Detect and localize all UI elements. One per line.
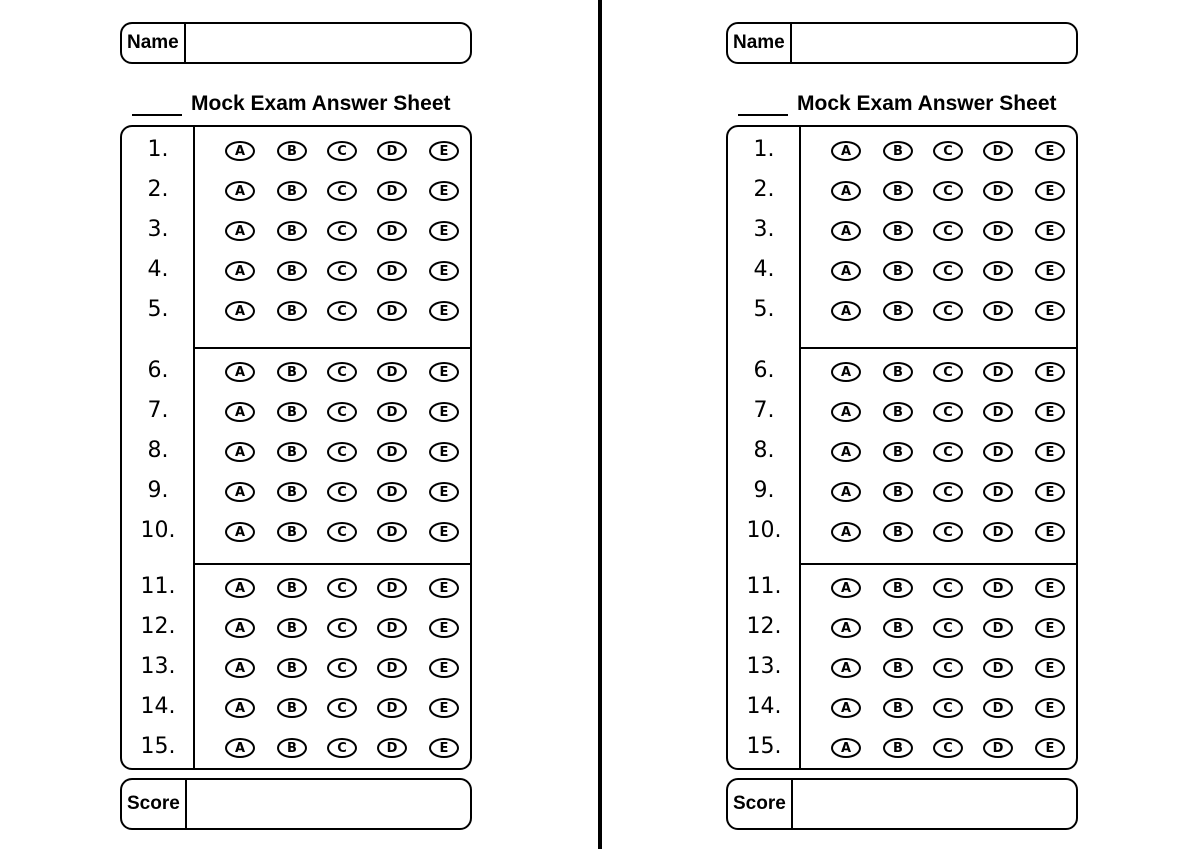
answer-bubble-c[interactable]: C: [933, 698, 963, 718]
answer-bubble-b[interactable]: B: [883, 402, 913, 422]
answer-bubble-b[interactable]: B: [277, 698, 307, 718]
answer-bubble-e[interactable]: E: [1035, 482, 1065, 502]
question-row: [728, 352, 1076, 392]
answer-bubble-b[interactable]: B: [277, 141, 307, 161]
score-label: Score: [122, 780, 187, 828]
answer-bubble-b[interactable]: B: [277, 442, 307, 462]
answer-bubble-b[interactable]: B: [883, 618, 913, 638]
score-field: [120, 778, 472, 830]
answer-grid: [726, 125, 1078, 770]
question-number: 4.: [147, 257, 169, 282]
answer-bubble-a[interactable]: A: [831, 618, 861, 638]
answer-bubble-a[interactable]: A: [225, 301, 255, 321]
question-row: [728, 472, 1076, 512]
question-number: 1.: [147, 137, 169, 162]
answer-bubble-c[interactable]: C: [327, 482, 357, 502]
name-input[interactable]: [186, 24, 470, 62]
answer-bubble-c[interactable]: C: [327, 301, 357, 321]
answer-bubble-d[interactable]: D: [377, 301, 407, 321]
answer-bubble-a[interactable]: A: [831, 482, 861, 502]
answer-bubble-d[interactable]: D: [377, 261, 407, 281]
answer-bubble-c[interactable]: C: [327, 362, 357, 382]
answer-bubble-c[interactable]: C: [933, 738, 963, 758]
question-row: [122, 211, 470, 251]
question-row: [728, 688, 1076, 728]
answer-bubble-e[interactable]: E: [1035, 618, 1065, 638]
question-row: [122, 432, 470, 472]
sheet-title-row: [738, 92, 1057, 116]
answer-bubble-a[interactable]: A: [831, 402, 861, 422]
question-number: 14.: [746, 694, 782, 719]
answer-bubble-c[interactable]: C: [933, 482, 963, 502]
question-row: [728, 211, 1076, 251]
question-number: 12.: [746, 614, 782, 639]
answer-bubble-a[interactable]: A: [225, 141, 255, 161]
answer-bubble-d[interactable]: D: [983, 482, 1013, 502]
answer-bubble-e[interactable]: E: [429, 141, 459, 161]
answer-bubble-b[interactable]: B: [883, 522, 913, 542]
answer-bubble-b[interactable]: B: [277, 618, 307, 638]
answer-bubble-d[interactable]: D: [983, 301, 1013, 321]
question-number: 9.: [753, 478, 775, 503]
answer-bubble-a[interactable]: A: [225, 261, 255, 281]
question-row: [728, 568, 1076, 608]
answer-bubble-b[interactable]: B: [277, 578, 307, 598]
answer-bubble-a[interactable]: A: [831, 301, 861, 321]
answer-bubble-c[interactable]: C: [933, 362, 963, 382]
answer-bubble-e[interactable]: E: [429, 402, 459, 422]
question-row: [122, 291, 470, 331]
answer-bubble-d[interactable]: D: [377, 141, 407, 161]
answer-bubble-a[interactable]: A: [225, 482, 255, 502]
answer-bubble-c[interactable]: C: [933, 141, 963, 161]
question-row: [728, 171, 1076, 211]
answer-bubble-d[interactable]: D: [983, 442, 1013, 462]
question-row: [728, 608, 1076, 648]
question-row: [122, 472, 470, 512]
answer-bubble-e[interactable]: E: [429, 698, 459, 718]
answer-bubble-e[interactable]: E: [429, 578, 459, 598]
answer-bubble-e[interactable]: E: [1035, 261, 1065, 281]
question-number: 8.: [147, 438, 169, 463]
section-divider: [799, 347, 1076, 349]
answer-bubble-c[interactable]: C: [327, 522, 357, 542]
answer-bubble-d[interactable]: D: [377, 698, 407, 718]
name-input[interactable]: [792, 24, 1076, 62]
name-field: [726, 22, 1078, 64]
answer-bubble-b[interactable]: B: [277, 738, 307, 758]
answer-bubble-a[interactable]: A: [831, 578, 861, 598]
question-number: 7.: [147, 398, 169, 423]
answer-bubble-c[interactable]: C: [933, 301, 963, 321]
answer-bubble-d[interactable]: D: [983, 738, 1013, 758]
answer-bubble-e[interactable]: E: [1035, 658, 1065, 678]
question-row: [122, 251, 470, 291]
answer-bubble-b[interactable]: B: [883, 221, 913, 241]
question-number: 10.: [746, 518, 782, 543]
answer-bubble-a[interactable]: A: [831, 221, 861, 241]
answer-bubble-a[interactable]: A: [831, 141, 861, 161]
question-row: [728, 512, 1076, 552]
answer-bubble-e[interactable]: E: [1035, 522, 1065, 542]
section-divider: [193, 347, 470, 349]
answer-bubble-c[interactable]: C: [327, 738, 357, 758]
score-label: Score: [728, 780, 793, 828]
answer-bubble-c[interactable]: C: [933, 658, 963, 678]
answer-bubble-a[interactable]: A: [831, 738, 861, 758]
answer-bubble-e[interactable]: E: [1035, 141, 1065, 161]
answer-bubble-b[interactable]: B: [883, 578, 913, 598]
answer-bubble-c[interactable]: C: [933, 578, 963, 598]
question-row: [728, 648, 1076, 688]
answer-bubble-c[interactable]: C: [933, 261, 963, 281]
answer-bubble-b[interactable]: B: [277, 522, 307, 542]
answer-bubble-c[interactable]: C: [327, 578, 357, 598]
answer-bubble-e[interactable]: E: [1035, 362, 1065, 382]
answer-bubble-a[interactable]: A: [225, 522, 255, 542]
question-number: 3.: [753, 217, 775, 242]
answer-bubble-c[interactable]: C: [327, 618, 357, 638]
question-number: 5.: [753, 297, 775, 322]
answer-bubble-b[interactable]: B: [883, 738, 913, 758]
answer-bubble-a[interactable]: A: [831, 362, 861, 382]
answer-bubble-c[interactable]: C: [933, 618, 963, 638]
question-row: [122, 688, 470, 728]
score-input[interactable]: [793, 780, 1076, 828]
sheet-title: Mock Exam Answer Sheet: [797, 92, 1057, 115]
answer-bubble-a[interactable]: A: [225, 221, 255, 241]
answer-bubble-b[interactable]: B: [277, 261, 307, 281]
answer-bubble-b[interactable]: B: [277, 658, 307, 678]
answer-bubble-d[interactable]: D: [377, 482, 407, 502]
answer-bubble-d[interactable]: D: [983, 181, 1013, 201]
answer-bubble-a[interactable]: A: [831, 181, 861, 201]
answer-bubble-b[interactable]: B: [277, 181, 307, 201]
answer-bubble-b[interactable]: B: [883, 698, 913, 718]
answer-bubble-b[interactable]: B: [277, 482, 307, 502]
answer-bubble-d[interactable]: D: [983, 658, 1013, 678]
answer-bubble-e[interactable]: E: [1035, 442, 1065, 462]
question-row: [122, 512, 470, 552]
answer-bubble-e[interactable]: E: [429, 362, 459, 382]
answer-bubble-e[interactable]: E: [1035, 301, 1065, 321]
answer-bubble-a[interactable]: A: [225, 442, 255, 462]
answer-bubble-c[interactable]: C: [327, 658, 357, 678]
answer-bubble-b[interactable]: B: [277, 301, 307, 321]
answer-bubble-c[interactable]: C: [327, 221, 357, 241]
question-row: [728, 131, 1076, 171]
answer-bubble-e[interactable]: E: [1035, 402, 1065, 422]
answer-bubble-d[interactable]: D: [983, 362, 1013, 382]
question-row: [122, 392, 470, 432]
answer-bubble-e[interactable]: E: [429, 221, 459, 241]
question-row: [122, 648, 470, 688]
answer-bubble-d[interactable]: D: [377, 221, 407, 241]
title-blank-line[interactable]: [132, 92, 182, 116]
answer-bubble-e[interactable]: E: [429, 261, 459, 281]
question-row: [728, 432, 1076, 472]
answer-bubble-a[interactable]: A: [225, 698, 255, 718]
answer-bubble-a[interactable]: A: [831, 522, 861, 542]
answer-bubble-b[interactable]: B: [883, 482, 913, 502]
answer-bubble-d[interactable]: D: [377, 402, 407, 422]
section-divider: [193, 563, 470, 565]
answer-bubble-e[interactable]: E: [1035, 578, 1065, 598]
answer-bubble-d[interactable]: D: [377, 658, 407, 678]
sheet-title-row: [132, 92, 451, 116]
question-number: 6.: [753, 358, 775, 383]
answer-bubble-c[interactable]: C: [327, 261, 357, 281]
answer-bubble-d[interactable]: D: [377, 578, 407, 598]
question-number: 9.: [147, 478, 169, 503]
answer-bubble-c[interactable]: C: [933, 522, 963, 542]
answer-bubble-d[interactable]: D: [377, 738, 407, 758]
answer-bubble-e[interactable]: E: [429, 658, 459, 678]
answer-bubble-b[interactable]: B: [883, 658, 913, 678]
name-label: Name: [122, 24, 186, 62]
name-label: Name: [728, 24, 792, 62]
answer-sheet-right: [726, 0, 1086, 849]
answer-bubble-b[interactable]: B: [277, 402, 307, 422]
answer-bubble-a[interactable]: A: [225, 578, 255, 598]
question-number: 11.: [140, 574, 176, 599]
answer-bubble-b[interactable]: B: [883, 261, 913, 281]
question-number: 6.: [147, 358, 169, 383]
answer-bubble-d[interactable]: D: [983, 578, 1013, 598]
answer-bubble-e[interactable]: E: [1035, 738, 1065, 758]
answer-bubble-b[interactable]: B: [883, 141, 913, 161]
answer-bubble-c[interactable]: C: [933, 442, 963, 462]
answer-bubble-b[interactable]: B: [883, 362, 913, 382]
answer-bubble-e[interactable]: E: [429, 482, 459, 502]
answer-bubble-c[interactable]: C: [327, 181, 357, 201]
answer-bubble-d[interactable]: D: [377, 522, 407, 542]
answer-bubble-c[interactable]: C: [327, 698, 357, 718]
name-field: [120, 22, 472, 64]
answer-bubble-d[interactable]: D: [377, 181, 407, 201]
answer-bubble-e[interactable]: E: [429, 181, 459, 201]
question-number: 15.: [140, 734, 176, 759]
answer-bubble-d[interactable]: D: [983, 522, 1013, 542]
question-number: 11.: [746, 574, 782, 599]
answer-bubble-c[interactable]: C: [933, 402, 963, 422]
score-field: [726, 778, 1078, 830]
question-number: 12.: [140, 614, 176, 639]
question-row: [728, 251, 1076, 291]
question-row: [122, 131, 470, 171]
answer-bubble-c[interactable]: C: [327, 402, 357, 422]
answer-sheet-left: [120, 0, 480, 849]
question-row: [122, 608, 470, 648]
question-number: 8.: [753, 438, 775, 463]
answer-bubble-b[interactable]: B: [277, 362, 307, 382]
answer-bubble-e[interactable]: E: [1035, 181, 1065, 201]
question-number: 7.: [753, 398, 775, 423]
answer-bubble-c[interactable]: C: [933, 181, 963, 201]
answer-bubble-b[interactable]: B: [883, 181, 913, 201]
answer-bubble-e[interactable]: E: [429, 618, 459, 638]
question-number: 2.: [147, 177, 169, 202]
page-divider: [598, 0, 602, 849]
answer-bubble-a[interactable]: A: [225, 181, 255, 201]
answer-bubble-d[interactable]: D: [983, 402, 1013, 422]
answer-bubble-d[interactable]: D: [983, 221, 1013, 241]
answer-bubble-d[interactable]: D: [983, 618, 1013, 638]
question-row: [728, 728, 1076, 768]
answer-grid: [120, 125, 472, 770]
question-row: [122, 171, 470, 211]
answer-bubble-d[interactable]: D: [983, 698, 1013, 718]
answer-bubble-b[interactable]: B: [277, 221, 307, 241]
answer-bubble-a[interactable]: A: [225, 362, 255, 382]
question-number: 3.: [147, 217, 169, 242]
answer-bubble-a[interactable]: A: [831, 698, 861, 718]
answer-bubble-c[interactable]: C: [933, 221, 963, 241]
answer-bubble-e[interactable]: E: [429, 301, 459, 321]
question-number: 13.: [140, 654, 176, 679]
answer-bubble-d[interactable]: D: [377, 362, 407, 382]
question-row: [728, 291, 1076, 331]
score-input[interactable]: [187, 780, 470, 828]
answer-bubble-d[interactable]: D: [377, 442, 407, 462]
question-row: [728, 392, 1076, 432]
answer-bubble-e[interactable]: E: [429, 738, 459, 758]
question-number: 1.: [753, 137, 775, 162]
answer-bubble-a[interactable]: A: [225, 658, 255, 678]
question-row: [122, 728, 470, 768]
question-number: 4.: [753, 257, 775, 282]
answer-bubble-a[interactable]: A: [831, 658, 861, 678]
answer-bubble-c[interactable]: C: [327, 141, 357, 161]
answer-bubble-a[interactable]: A: [225, 618, 255, 638]
answer-bubble-b[interactable]: B: [883, 442, 913, 462]
answer-bubble-d[interactable]: D: [377, 618, 407, 638]
answer-bubble-a[interactable]: A: [831, 442, 861, 462]
answer-bubble-d[interactable]: D: [983, 141, 1013, 161]
title-blank-line[interactable]: [738, 92, 788, 116]
answer-bubble-e[interactable]: E: [1035, 221, 1065, 241]
answer-bubble-a[interactable]: A: [831, 261, 861, 281]
sheet-title: Mock Exam Answer Sheet: [191, 92, 451, 115]
question-number: 14.: [140, 694, 176, 719]
question-number: 10.: [140, 518, 176, 543]
section-divider: [799, 563, 1076, 565]
answer-bubble-d[interactable]: D: [983, 261, 1013, 281]
question-number: 15.: [746, 734, 782, 759]
question-number: 13.: [746, 654, 782, 679]
question-row: [122, 568, 470, 608]
answer-bubble-a[interactable]: A: [225, 402, 255, 422]
answer-bubble-e[interactable]: E: [1035, 698, 1065, 718]
answer-bubble-c[interactable]: C: [327, 442, 357, 462]
question-number: 5.: [147, 297, 169, 322]
question-row: [122, 352, 470, 392]
answer-bubble-a[interactable]: A: [225, 738, 255, 758]
answer-bubble-e[interactable]: E: [429, 522, 459, 542]
answer-bubble-b[interactable]: B: [883, 301, 913, 321]
question-number: 2.: [753, 177, 775, 202]
answer-bubble-e[interactable]: E: [429, 442, 459, 462]
